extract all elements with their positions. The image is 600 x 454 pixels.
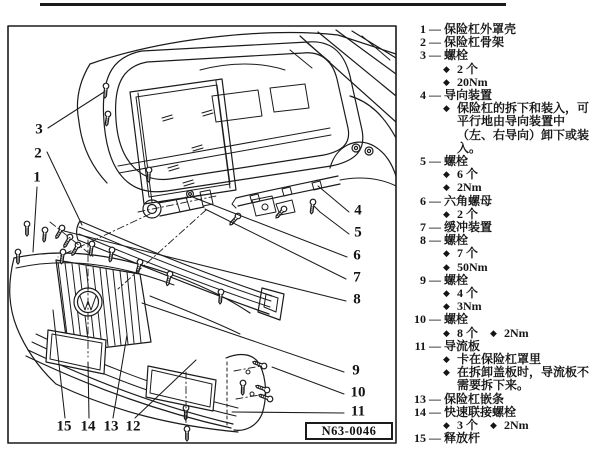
callout-7: 7 xyxy=(353,269,361,286)
callout-14: 14 xyxy=(80,418,96,435)
diamond-bullet-icon: ◆ xyxy=(443,208,450,219)
diamond-bullet-icon: ◆ xyxy=(443,182,450,193)
legend-item-4 xyxy=(407,89,599,155)
diamond-bullet-icon: ◆ xyxy=(443,354,450,365)
legend-detail-text: 卡在保险杠罩里 xyxy=(457,352,542,367)
legend-item-head xyxy=(407,313,599,326)
legend-item-6 xyxy=(407,195,599,221)
legend-item-number: 14 xyxy=(414,404,426,419)
diamond-bullet-icon: ◆ xyxy=(490,420,497,431)
legend-detail-line xyxy=(407,63,599,76)
legend-item-number: 11 xyxy=(414,338,426,353)
legend-item-title: 保险杠嵌条 xyxy=(444,391,505,406)
legend-item-dash: — xyxy=(429,312,441,327)
legend-item-title: 螺栓 xyxy=(444,154,469,169)
diamond-bullet-icon: ◆ xyxy=(443,63,450,74)
legend-detail-gap xyxy=(478,327,490,340)
legend-item-head xyxy=(407,274,599,287)
legend-item-dash: — xyxy=(429,35,441,50)
legend-item-number: 3 xyxy=(420,48,426,63)
legend-detail-text: 6 个 xyxy=(457,167,479,182)
legend-detail-line xyxy=(407,261,599,274)
callout-11: 11 xyxy=(350,403,366,420)
legend-item-10 xyxy=(407,313,599,339)
diamond-bullet-icon: ◆ xyxy=(443,261,450,272)
legend-detail-text: 2 个 xyxy=(457,61,479,76)
legend-item-title: 导向装置 xyxy=(444,88,493,103)
legend-detail-text: 3 个 xyxy=(457,418,479,433)
legend-item-title: 六角螺母 xyxy=(444,193,493,208)
grille xyxy=(46,260,216,411)
legend-detail-line xyxy=(407,102,599,155)
legend-item-number: 8 xyxy=(420,233,426,248)
callout-4: 4 xyxy=(354,202,362,219)
legend-detail-text: 20Nm xyxy=(457,74,488,89)
lower-intake xyxy=(146,366,216,411)
legend-item-number: 13 xyxy=(414,391,426,406)
callout-15: 15 xyxy=(56,418,72,435)
diamond-bullet-icon: ◆ xyxy=(443,288,450,299)
legend-item-head xyxy=(407,393,599,406)
callout-13: 13 xyxy=(103,418,119,435)
diamond-bullet-icon: ◆ xyxy=(443,248,450,259)
legend-item-title: 保险杠骨架 xyxy=(444,35,505,50)
legend-detail-text: 2Nm xyxy=(504,418,529,433)
legend-item-dash: — xyxy=(429,272,441,287)
legend-item-dash: — xyxy=(429,220,441,235)
legend-item-head xyxy=(407,234,599,247)
legend-item-head xyxy=(407,49,599,62)
diamond-bullet-icon: ◆ xyxy=(443,367,450,378)
legend-item-14 xyxy=(407,406,599,432)
legend-item-dash: — xyxy=(429,88,441,103)
legend-detail-line xyxy=(407,181,599,194)
legend-item-number: 1 xyxy=(420,22,426,36)
legend-item-5 xyxy=(407,155,599,195)
legend-item-number: 10 xyxy=(414,312,426,327)
callout-3: 3 xyxy=(35,121,43,138)
legend-item-number: 7 xyxy=(420,220,426,235)
legend-detail-text: 2 个 xyxy=(457,206,479,221)
callout-10: 10 xyxy=(350,384,366,401)
legend-item-head xyxy=(407,195,599,208)
legend-item-11 xyxy=(407,340,599,393)
legend-detail-text: 2Nm xyxy=(457,180,482,195)
legend-detail-line xyxy=(407,327,599,340)
diamond-bullet-icon: ◆ xyxy=(490,327,497,338)
part-code-box xyxy=(305,422,393,440)
part-code-label: N63-0046 xyxy=(321,423,377,438)
legend-item-dash: — xyxy=(429,233,441,248)
legend-item-dash: — xyxy=(429,154,441,169)
callout-12: 12 xyxy=(125,418,141,435)
legend-item-title: 导流板 xyxy=(444,338,481,353)
legend-item-head xyxy=(407,432,599,445)
body-structure xyxy=(77,30,396,192)
legend-detail-text: 7 个 xyxy=(457,246,479,261)
legend-item-number: 4 xyxy=(420,88,426,103)
legend-item-number: 5 xyxy=(420,154,426,169)
legend-item-dash: — xyxy=(429,22,441,36)
legend-item-dash: — xyxy=(429,193,441,208)
legend-detail-line xyxy=(407,168,599,181)
diamond-bullet-icon: ◆ xyxy=(443,76,450,87)
callout-5: 5 xyxy=(354,224,362,241)
legend-detail-text: 在拆卸盖板时，导流板不需要拆下来。 xyxy=(457,365,590,393)
legend-item-dash: — xyxy=(429,404,441,419)
callout-9: 9 xyxy=(352,362,360,379)
legend-item-head xyxy=(407,406,599,419)
legend-item-title: 螺栓 xyxy=(444,272,469,287)
legend-item-title: 缓冲装置 xyxy=(444,220,493,235)
diamond-bullet-icon: ◆ xyxy=(443,327,450,338)
legend-item-13 xyxy=(407,393,599,406)
diamond-bullet-icon: ◆ xyxy=(443,420,450,431)
legend-item-dash: — xyxy=(429,431,441,446)
legend-detail-text: 2Nm xyxy=(504,325,529,340)
legend-item-head xyxy=(407,155,599,168)
legend-item-number: 2 xyxy=(420,35,426,50)
legend-detail-line xyxy=(407,287,599,300)
parts-legend xyxy=(407,23,599,446)
legend-detail-text: 3Nm xyxy=(457,299,482,314)
legend-detail-line xyxy=(407,366,599,392)
bumper-carrier-beam xyxy=(77,221,284,320)
legend-detail-line xyxy=(407,247,599,260)
legend-item-3 xyxy=(407,49,599,89)
legend-item-title: 释放杆 xyxy=(444,431,481,446)
legend-item-9 xyxy=(407,274,599,314)
legend-detail-text: 4 个 xyxy=(457,286,479,301)
legend-item-title: 螺栓 xyxy=(444,312,469,327)
legend-item-title: 螺栓 xyxy=(444,48,469,63)
callout-6: 6 xyxy=(353,247,361,264)
diamond-bullet-icon: ◆ xyxy=(443,301,450,312)
legend-item-title: 快速联接螺栓 xyxy=(444,404,517,419)
license-recess xyxy=(46,330,106,374)
legend-item-15 xyxy=(407,432,599,445)
legend-item-number: 9 xyxy=(420,272,426,287)
legend-detail-text: 保险杠的拆下和装入，可平行地由导向装置中（左、右导向）卸下或装入。 xyxy=(457,101,590,155)
legend-item-8 xyxy=(407,234,599,274)
legend-item-dash: — xyxy=(429,48,441,63)
legend-item-number: 6 xyxy=(420,193,426,208)
legend-item-title: 保险杠外罩壳 xyxy=(444,22,517,36)
callout-1: 1 xyxy=(33,169,41,186)
legend-detail-text: 8 个 xyxy=(457,325,479,340)
legend-detail-text: 50Nm xyxy=(457,259,488,274)
legend-item-number: 15 xyxy=(414,431,426,446)
legend-item-title: 螺栓 xyxy=(444,233,469,248)
radiator xyxy=(130,79,236,204)
legend-item-dash: — xyxy=(429,391,441,406)
callout-8: 8 xyxy=(353,291,361,308)
legend-item-dash: — xyxy=(429,338,441,353)
callout-2: 2 xyxy=(34,145,42,162)
diamond-bullet-icon: ◆ xyxy=(443,169,450,180)
diamond-bullet-icon: ◆ xyxy=(443,103,450,114)
